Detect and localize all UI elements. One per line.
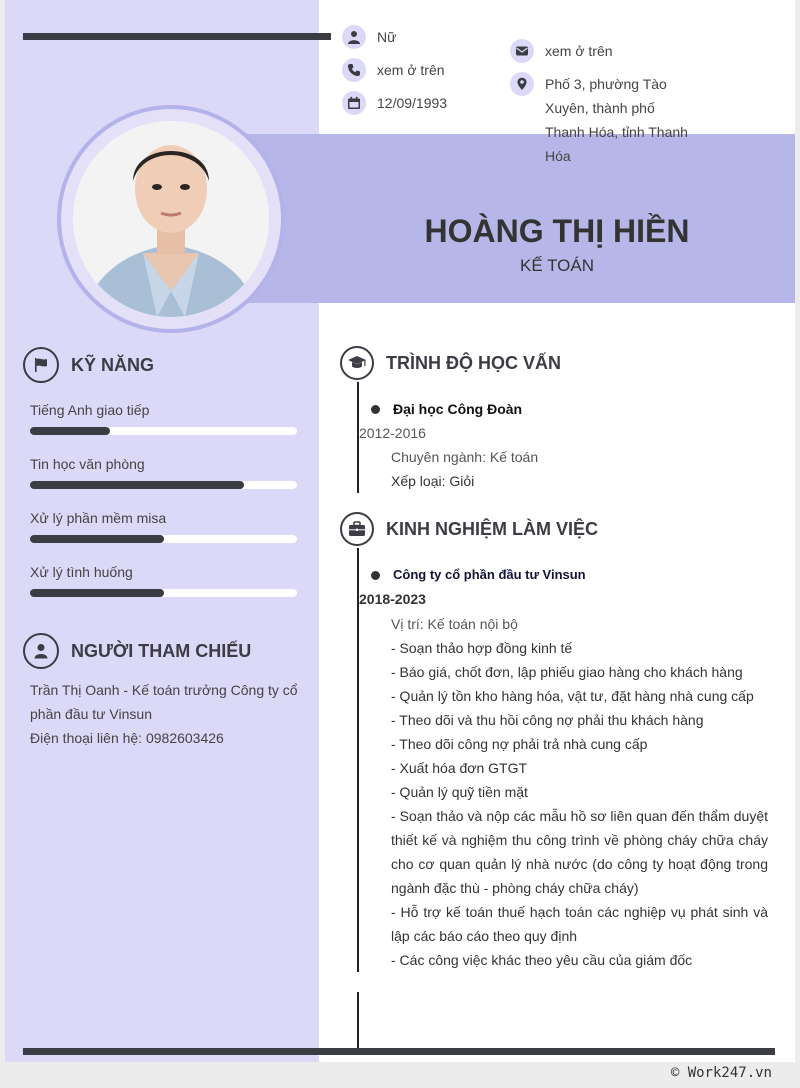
skills-title: KỸ NĂNG (71, 354, 155, 375)
duty-item: - Báo giá, chốt đơn, lập phiếu giao hàng cho khách hàng (391, 664, 743, 680)
skill-bar (30, 589, 297, 597)
watermark: © Work247.vn (670, 1065, 772, 1081)
experience-years: 2018-2023 (359, 591, 426, 607)
skill-bar-fill (30, 481, 244, 489)
duty-item: - Quản lý tồn kho hàng hóa, vật tư, đặt hàng nhà cung cấp (391, 688, 754, 704)
gender-value: Nữ (377, 29, 397, 45)
contact-birthday (342, 91, 447, 115)
education-major: Chuyên ngành: Kế toán (391, 449, 539, 465)
duty-item: - Xuất hóa đơn GTGT (391, 760, 528, 776)
phone-value[interactable]: xem ở trên (377, 62, 445, 78)
duty-item: - Các công việc khác theo yêu cầu của giám đốc (391, 952, 693, 968)
duty-item: - Theo dõi và thu hồi công nợ phải thu khách hàng (391, 712, 704, 728)
skill-bar (30, 481, 297, 489)
education-title: TRÌNH ĐỘ HỌC VẤN (386, 352, 561, 373)
envelope-icon (510, 39, 534, 63)
experience-header (340, 512, 598, 546)
person-icon (23, 633, 59, 669)
avatar-portrait (73, 121, 269, 317)
reference-text (30, 678, 305, 750)
timeline-dot (371, 405, 380, 414)
references-title: NGƯỜI THAM CHIẾU (71, 640, 252, 661)
skill-name: Tin học văn phòng (30, 456, 145, 472)
birthday-value: 12/09/1993 (377, 95, 448, 111)
cv-page (5, 0, 795, 1062)
timeline-dot (371, 571, 380, 580)
briefcase-icon (340, 512, 374, 546)
skill-bar-fill (30, 427, 110, 435)
education-grade: Xếp loại: Giỏi (391, 473, 475, 489)
top-divider (23, 33, 331, 40)
duty-item: - Hỗ trợ kế toán thuế hạch toán các nghiệp vụ phát sinh và lập các báo cáo theo quy định (391, 904, 768, 944)
experience-details (391, 612, 768, 972)
experience-title: KINH NGHIỆM LÀM VIỆC (386, 518, 599, 539)
experience-timeline (357, 548, 359, 972)
address-value: Phố 3, phường Tào Xuyên, thành phố Thanh Hóa, tỉnh Thanh Hóa (545, 76, 688, 164)
candidate-name: HOÀNG THỊ HIỀN (424, 213, 690, 249)
avatar (73, 121, 269, 317)
skill-name: Xử lý phần mềm misa (30, 510, 167, 526)
duty-item: - Theo dõi công nợ phải trả nhà cung cấp (391, 736, 648, 752)
reference-phone: Điện thoại liên hệ: 0982603426 (30, 730, 224, 746)
duty-item: - Soạn thảo và nộp các mẫu hồ sơ liên quan đến thẩm duyệt thiết kế và nghiệm thu công trình về phòng cháy chữa cháy cho cơ quan quản lý nhà nước (do công ty hoạt động trong ngành đặc thù - phòng cháy chữa cháy) (391, 808, 768, 896)
map-pin-icon (510, 72, 534, 96)
skill-bar-fill (30, 589, 164, 597)
education-years: 2012-2016 (359, 425, 426, 441)
job-title: KẾ TOÁN (519, 256, 594, 275)
skill-bar (30, 535, 297, 543)
skill-bar-fill (30, 535, 164, 543)
timeline-tail (357, 992, 359, 1048)
calendar-icon (342, 91, 366, 115)
skill-name: Tiếng Anh giao tiếp (30, 402, 150, 418)
experience-role: Vị trí: Kế toán nội bộ (391, 616, 518, 632)
contact-gender (342, 25, 396, 49)
email-value[interactable]: xem ở trên (545, 43, 613, 59)
contact-address (510, 72, 690, 168)
duty-item: - Soạn thảo hợp đồng kinh tế (391, 640, 573, 656)
person-icon (342, 25, 366, 49)
skills-header (23, 347, 154, 383)
contact-email (510, 39, 613, 63)
phone-icon (342, 58, 366, 82)
duty-item: - Quản lý quỹ tiền mặt (391, 784, 528, 800)
flag-icon (23, 347, 59, 383)
reference-person: Trần Thị Oanh - Kế toán trưởng Công ty cổ phần đầu tư Vinsun (30, 682, 298, 722)
bottom-divider (23, 1048, 775, 1055)
skill-bar (30, 427, 297, 435)
contact-phone (342, 58, 445, 82)
education-header (340, 346, 561, 380)
skill-name: Xử lý tình huống (30, 564, 133, 580)
education-school: Đại học Công Đoàn (393, 401, 523, 417)
graduation-cap-icon (340, 346, 374, 380)
experience-company: Công ty cổ phần đầu tư Vinsun (393, 567, 586, 582)
references-header (23, 633, 251, 669)
